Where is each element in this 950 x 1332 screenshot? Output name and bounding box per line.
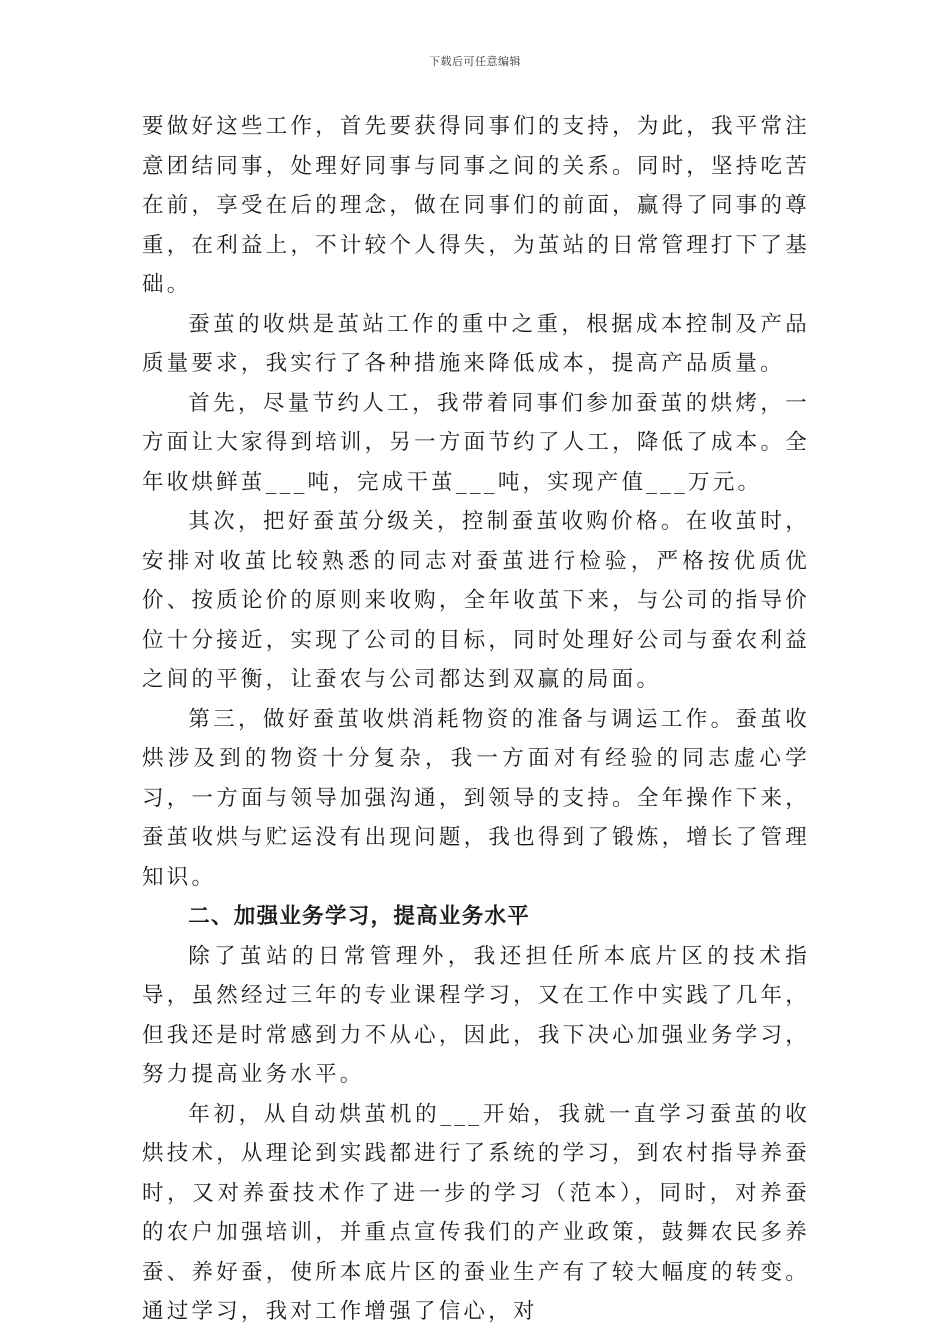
paragraph-5: 第三，做好蚕茧收烘消耗物资的准备与调运工作。蚕茧收烘涉及到的物资十分复杂，我一方面对有经验的同志虚心学习，一方面与领导加强沟通，到领导的支持。全年操作下来，蚕茧收烘与贮运没有出现问题，我也得到了锻炼，增长了管理知识。 bbox=[142, 706, 810, 890]
paragraph-1: 要做好这些工作，首先要获得同事们的支持，为此，我平常注意团结同事，处理好同事与同事之间的关系。同时，坚持吃苦在前，享受在后的理念，做在同事们的前面，赢得了同事的尊重，在利益上，不计较个人得失，为茧站的日常管理打下了基础。 bbox=[142, 114, 810, 297]
page-header: 下载后可任意编辑 bbox=[429, 55, 521, 68]
paragraph-3: 首先，尽量节约人工，我带着同事们参加蚕茧的烘烤，一方面让大家得到培训，另一方面节约了人工，降低了成本。全年收烘鲜茧___吨，完成干茧___吨，实现产值___万元。 bbox=[142, 390, 810, 495]
paragraph-2: 蚕茧的收烘是茧站工作的重中之重，根据成本控制及产品质量要求，我实行了各种措施来降低成本，提高产品质量。 bbox=[142, 311, 810, 376]
paragraph-7: 年初，从自动烘茧机的___开始，我就一直学习蚕茧的收烘技术，从理论到实践都进行了系统的学习，到农村指导养蚕时，又对养蚕技术作了进一步的学习（范本），同时，对养蚕的农户加强培训，并重点宣传我们的产业政策，鼓舞农民多养蚕、养好蚕，使所本底片区的蚕业生产有了较大幅度的转变。通过学习，我对工作增强了信心，对 bbox=[142, 1101, 810, 1324]
paragraph-4: 其次，把好蚕茧分级关，控制蚕茧收购价格。在收茧时，安排对收茧比较熟悉的同志对蚕茧进行检验，严格按优质优价、按质论价的原则来收购，全年收茧下来，与公司的指导价位十分接近，实现了公司的目标，同时处理好公司与蚕农利益之间的平衡，让蚕农与公司都达到双赢的局面。 bbox=[142, 509, 810, 692]
document-body bbox=[142, 107, 810, 1332]
section-heading: 二、加强业务学习，提高业务水平 bbox=[188, 904, 531, 929]
paragraph-6: 除了茧站的日常管理外，我还担任所本底片区的技术指导，虽然经过三年的专业课程学习，又在工作中实践了几年，但我还是时常感到力不从心，因此，我下决心加强业务学习，努力提高业务水平。 bbox=[142, 943, 810, 1087]
